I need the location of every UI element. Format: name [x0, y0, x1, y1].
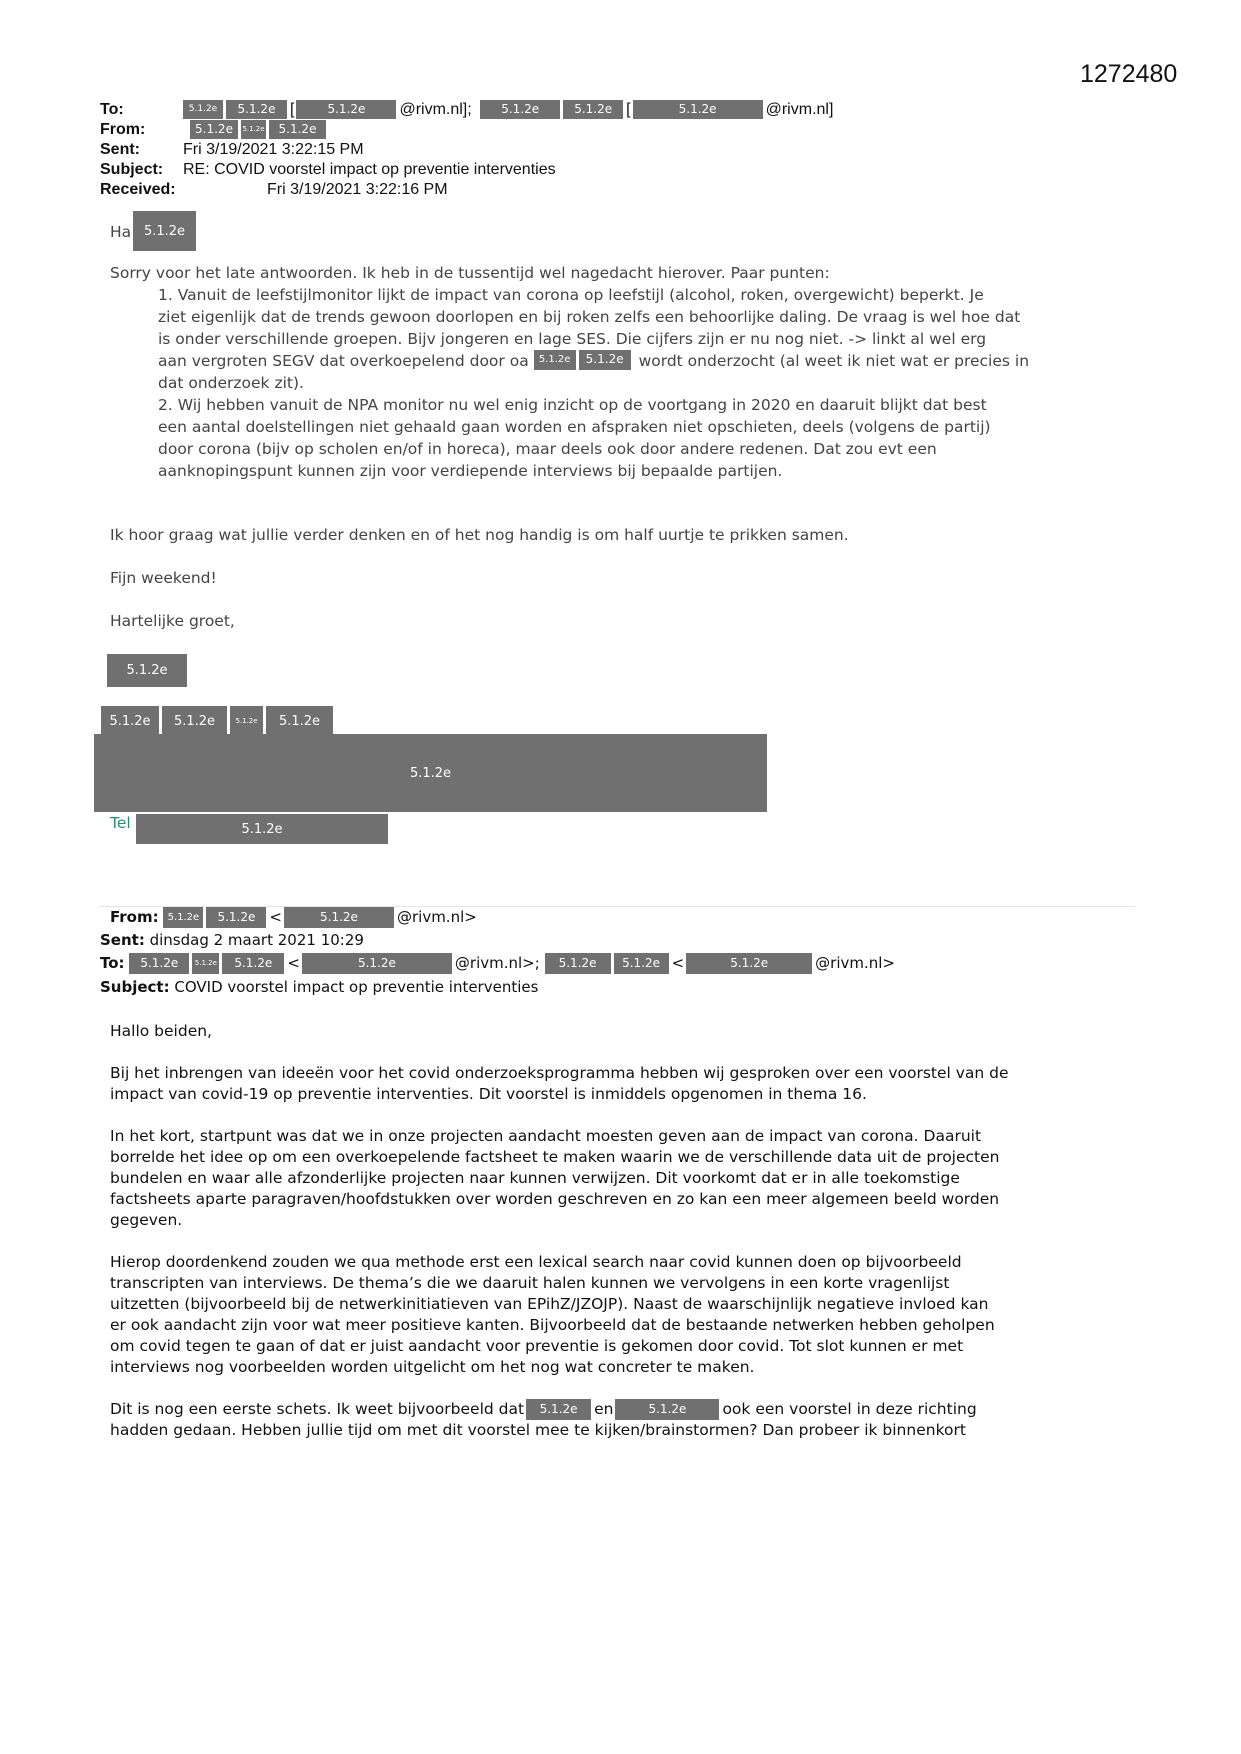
from-label: From:: [100, 121, 146, 138]
redaction: 5.1.2e: [563, 100, 623, 119]
redaction-box: 5.1.2e: [101, 706, 159, 736]
redaction: 5.1.2e: [526, 1399, 591, 1420]
email2-para3-line4: er ook aandacht zijn voor wat meer positieve kanten. Bijvoorbeeld dat de bestaande netwerken hebben geholpen: [110, 1316, 995, 1334]
email1-point2-line4: aanknopingspunt kunnen zijn voor verdiepende interviews bij bepaalde partijen.: [158, 462, 783, 480]
email1-received-row: [100, 180, 448, 199]
email2-para1-line2: impact van covid-19 op preventie interventies. Dit voorstel is inmiddels opgenomen in thema 16.: [110, 1085, 867, 1103]
email1-point1-line2: ziet eigenlijk dat de trends gewoon doorlopen en bij roken zelfs een behoorlijke daling. De vraag is wel hoe dat: [158, 308, 1021, 326]
redaction: 5.1.2e: [633, 100, 763, 119]
email1-point1-line3: is onder verschillende groepen. Bijv jongeren en lage SES. Die cijfers zijn er nu nog niet. -> linkt al wel erg: [158, 330, 987, 348]
redaction: 5.1.2e: [579, 350, 631, 370]
email1-to-row: To: 5.1.2e 5.1.2e [ 5.1.2e @rivm.nl]; 5.1.2e 5.1.2e [ 5.1.2e @rivm.nl]: [100, 101, 834, 118]
email1-signoff: Hartelijke groet,: [110, 612, 235, 630]
tel-redaction: 5.1.2e: [136, 814, 388, 844]
redaction: 5.1.2e: [129, 953, 189, 974]
redaction: 5.1.2e: [302, 953, 452, 974]
email1-point1-line5: dat onderzoek zit).: [158, 374, 304, 392]
document-number: 1272480: [1080, 60, 1178, 88]
email2-sent-row: [100, 930, 364, 951]
subject-value: RE: COVID voorstel impact op preventie interventies: [183, 161, 556, 178]
redaction: 5.1.2e: [545, 953, 611, 974]
email1-point1-line4: aan vergroten SEGV dat overkoepelend door oa 5.1.2e 5.1.2e wordt onderzocht (al weet ik niet wat er precies in: [158, 352, 1030, 370]
to-label: To:: [100, 954, 125, 972]
subject-label: Subject:: [100, 978, 170, 996]
from-email-domain: @rivm.nl>: [396, 908, 477, 926]
email1-point2-line3: door corona (bijv op scholen en/of in horeca), maar deels ook door andere redenen. Dat zou evt een: [158, 440, 937, 458]
email1-point2-line2: een aantal doelstellingen niet gehaald gaan worden en afspraken niet opschieten, deels (volgens de partij): [158, 418, 991, 436]
to-email-domain: @rivm.nl];: [399, 101, 472, 118]
tel-label: Tel: [110, 814, 131, 832]
email1-subject-row: [100, 160, 556, 179]
email1-from-row: [100, 120, 329, 139]
sent-value: Fri 3/19/2021 3:22:15 PM: [183, 141, 364, 158]
email2-para2-line2: borrelde het idee op om een overkoepelende factsheet te maken waarin we de verschillende data uit de projecten: [110, 1148, 1000, 1166]
redaction: 5.1.2e: [192, 953, 219, 974]
redaction: 5.1.2e: [183, 100, 223, 119]
redaction: 5.1.2e: [614, 953, 669, 974]
redaction: 5.1.2e: [269, 120, 326, 139]
redaction: 5.1.2e: [222, 953, 284, 974]
to-email-domain: @rivm.nl>: [815, 954, 895, 972]
email1-point1-line1: 1. Vanuit de leefstijlmonitor lijkt de impact van corona op leefstijl (alcohol, roken, overgewicht) beperkt. Je: [158, 286, 984, 304]
sent-label: Sent:: [100, 141, 140, 158]
redaction-box: 5.1.2e: [133, 211, 196, 251]
redaction: 5.1.2e: [206, 907, 266, 928]
email1-greeting: Ha: [110, 223, 132, 241]
received-label: Received:: [100, 181, 176, 198]
redaction-box: 5.1.2e: [266, 706, 333, 736]
email2-from-row: From: 5.1.2e 5.1.2e < 5.1.2e @rivm.nl>: [110, 908, 477, 926]
signature-name-redaction: 5.1.2e: [107, 654, 187, 687]
sent-label: Sent:: [100, 931, 145, 949]
email1-point2-line1: 2. Wij hebben vanuit de NPA monitor nu wel enig inzicht op de voortgang in 2020 en daaruit blijkt dat best: [158, 396, 987, 414]
redaction: 5.1.2e: [296, 100, 396, 119]
email1-sent-row: [100, 140, 364, 159]
redaction: 5.1.2e: [480, 100, 560, 119]
redaction: 5.1.2e: [190, 120, 238, 139]
email2-para2-line3: bundelen en waar alle afzonderlijke projecten naar kunnen verwijzen. Dit voorkomt dat er in alle toekomstige: [110, 1169, 960, 1187]
email2-para3-line2: transcripten van interviews. De thema’s die we daaruit halen kunnen we vervolgens in een korte vragenlijst: [110, 1274, 950, 1292]
email2-para1-line1: Bij het inbrengen van ideeën voor het covid onderzoeksprogramma hebben wij gesproken over een voorstel van de: [110, 1064, 1009, 1082]
email2-para3-line5: om covid tegen te gaan of dat er juist aandacht voor preventie is gekomen door covid. Tot slot kunnen er met: [110, 1337, 964, 1355]
email2-para3-line3: uitzetten (bijvoorbeeld bij de netwerkinitiatieven van EPihZ/JZOJP). Naast de waarschijnlijk negatieve invloed kan: [110, 1295, 989, 1313]
redaction: 5.1.2e: [686, 953, 812, 974]
email2-para3-line1: Hierop doordenkend zouden we qua methode erst een lexical search naar covid kunnen doen op bijvoorbeeld: [110, 1253, 962, 1271]
redaction: 5.1.2e: [241, 120, 266, 139]
to-label: To:: [100, 101, 124, 118]
email2-para4-line1: Dit is nog een eerste schets. Ik weet bijvoorbeeld dat 5.1.2e en 5.1.2e ook een voorstel in deze richting: [110, 1400, 977, 1418]
redaction: 5.1.2e: [226, 100, 287, 119]
redaction: 5.1.2e: [284, 907, 394, 928]
redaction-box: 5.1.2e: [162, 706, 227, 736]
email2-subject-row: [100, 977, 538, 998]
email1-closing-question: Ik hoor graag wat jullie verder denken en of het nog handig is om half uurtje te prikken samen.: [110, 526, 849, 544]
email2-para2-line5: gegeven.: [110, 1211, 183, 1229]
signature-block-redaction: 5.1.2e: [94, 734, 767, 812]
email2-para2-line4: factsheets aparte paragraven/hoofdstukken over worden geschreven en zo kan een meer algemeen beeld worden: [110, 1190, 1000, 1208]
redaction-box: 5.1.2e: [230, 706, 263, 736]
redaction: 5.1.2e: [534, 350, 576, 370]
subject-label: Subject:: [100, 161, 164, 178]
redaction: 5.1.2e: [163, 907, 203, 928]
subject-value: COVID voorstel impact op preventie interventies: [174, 978, 539, 996]
email2-para3-line6: interviews nog voorbeelden worden uitgelicht om het nog wat concreter te maken.: [110, 1358, 755, 1376]
email1-closing-weekend: Fijn weekend!: [110, 569, 217, 587]
from-label: From:: [110, 908, 159, 926]
sent-value: dinsdag 2 maart 2021 10:29: [149, 931, 364, 949]
to-email-domain: @rivm.nl>;: [454, 954, 540, 972]
email2-para2-line1: In het kort, startpunt was dat we in onze projecten aandacht moesten geven aan de impact van corona. Daaruit: [110, 1127, 982, 1145]
email2-greeting: Hallo beiden,: [110, 1022, 212, 1040]
email1-intro: Sorry voor het late antwoorden. Ik heb in de tussentijd wel nagedacht hierover. Paar punten:: [110, 264, 830, 282]
email2-para4-line2: hadden gedaan. Hebben jullie tijd om met dit voorstel mee te kijken/brainstormen? Dan probeer ik binnenkort: [110, 1421, 966, 1439]
to-email-domain: @rivm.nl]: [765, 101, 834, 118]
received-value: Fri 3/19/2021 3:22:16 PM: [267, 181, 448, 198]
redaction: 5.1.2e: [615, 1399, 719, 1420]
email2-to-row: To: 5.1.2e 5.1.2e 5.1.2e < 5.1.2e @rivm.nl>; 5.1.2e 5.1.2e < 5.1.2e @rivm.nl>: [100, 954, 895, 972]
